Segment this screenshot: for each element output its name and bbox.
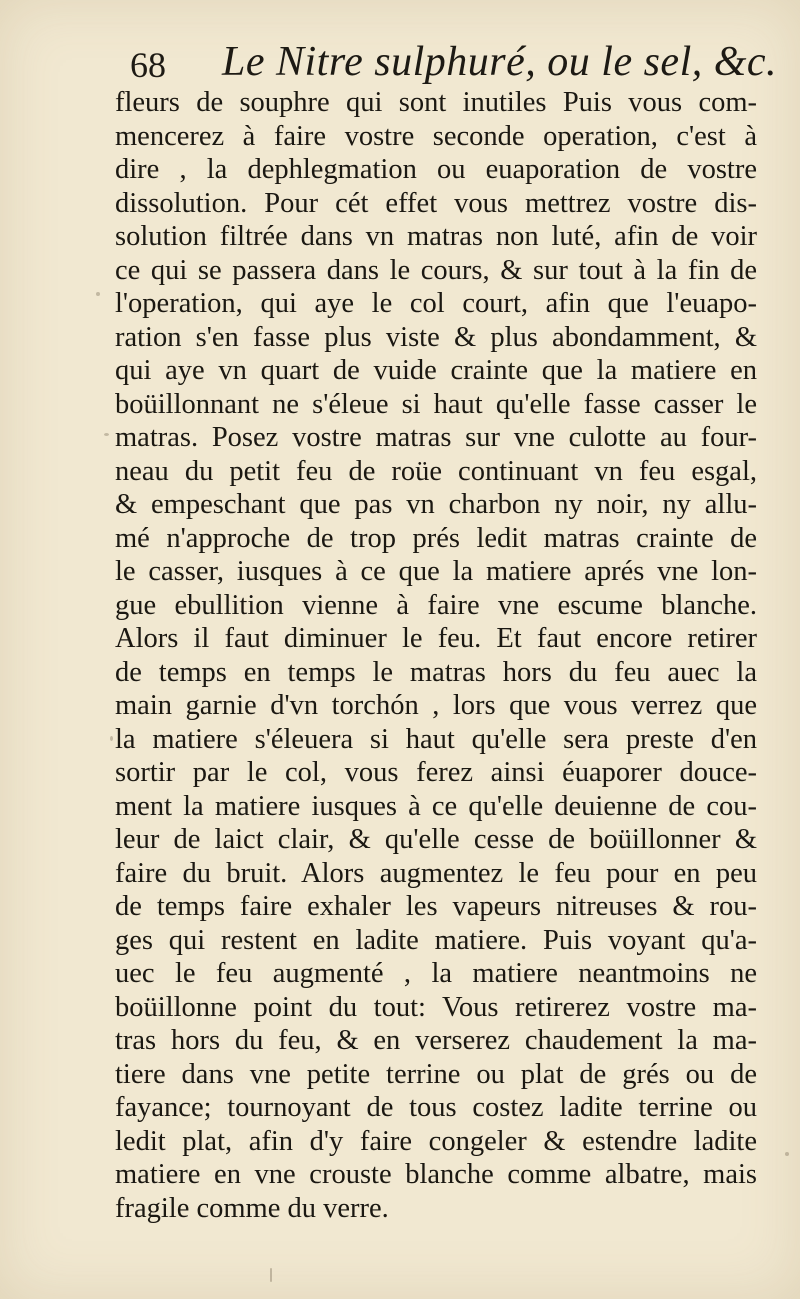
text-line: matras. Posez vostre matras sur vne culotte au four- xyxy=(115,422,757,453)
text-line: sortir par le col, vous ferez ainsi éuaporer douce- xyxy=(115,757,757,788)
text-line: de temps faire exhaler les vapeurs nitreuses & rou- xyxy=(115,891,757,922)
text-line: qui aye vn quart de vuide crainte que la matiere en xyxy=(115,355,757,386)
text-line: boüillonnant ne s'éleue si haut qu'elle fasse casser le xyxy=(115,388,757,420)
text-line: tras hors du feu, & en verserez chaudement la ma- xyxy=(115,1025,757,1056)
text-line: fragile comme du verre. xyxy=(115,1192,389,1224)
body-text xyxy=(115,86,757,1225)
text-line: fayance; tournoyant de tous costez ladite terrine ou xyxy=(115,1092,757,1123)
text-line: & empeschant que pas vn charbon ny noir, ny allu- xyxy=(115,489,757,520)
paper-speck xyxy=(104,433,109,436)
text-line: leur de laict clair, & qu'elle cesse de boüillonner & xyxy=(115,824,757,855)
text-line: fleurs de souphre qui sont inutiles Puis vous com- xyxy=(115,87,757,118)
paper-speck xyxy=(785,1152,789,1156)
text-line: mencerez à faire vostre seconde operation, c'est à xyxy=(115,120,757,152)
text-line: ration s'en fasse plus viste & plus abondamment, & xyxy=(115,321,757,353)
text-line: le casser, iusques à ce que la matiere aprés vne lon- xyxy=(115,556,757,587)
text-line: tiere dans vne petite terrine ou plat de grés ou de xyxy=(115,1058,757,1090)
paper-speck xyxy=(270,1268,272,1282)
text-line: neau du petit feu de roüe continuant vn feu esgal, xyxy=(115,455,757,487)
text-line: dissolution. Pour cét effet vous mettrez vostre dis- xyxy=(115,187,757,219)
text-line: ment la matiere iusques à ce qu'elle deuienne de cou- xyxy=(115,790,757,822)
text-line: mé n'approche de trop prés ledit matras crainte de xyxy=(115,522,757,554)
text-line: ges qui restent en ladite matiere. Puis voyant qu'a- xyxy=(115,924,757,956)
text-line: l'operation, qui aye le col court, afin que l'euapo- xyxy=(115,288,757,319)
text-line: de temps en temps le matras hors du feu auec la xyxy=(115,656,757,688)
text-line: Alors il faut diminuer le feu. Et faut encore retirer xyxy=(115,623,757,654)
text-line: faire du bruit. Alors augmentez le feu pour en peu xyxy=(115,857,757,889)
text-line: main garnie d'vn torchón , lors que vous verrez que xyxy=(115,690,757,721)
page-number: 68 xyxy=(130,45,166,85)
text-line: gue ebullition vienne à faire vne escume blanche. xyxy=(115,589,757,621)
text-line: matiere en vne crouste blanche comme albatre, mais xyxy=(115,1159,757,1190)
text-line: uec le feu augmenté , la matiere neantmoins ne xyxy=(115,958,757,989)
text-line: la matiere s'éleuera si haut qu'elle sera preste d'en xyxy=(115,723,757,755)
paper-speck xyxy=(96,292,100,296)
text-line: ledit plat, afin d'y faire congeler & estendre ladite xyxy=(115,1125,757,1157)
text-line: boüillonne point du tout: Vous retirerez vostre ma- xyxy=(115,991,757,1023)
text-line: ce qui se passera dans le cours, & sur tout à la fin de xyxy=(115,254,757,286)
text-line: solution filtrée dans vn matras non luté, afin de voir xyxy=(115,221,757,252)
paper-speck xyxy=(110,736,113,741)
text-line: dire , la dephlegmation ou euaporation de vostre xyxy=(115,154,757,185)
running-title: Le Nitre sulphuré, ou le sel, &c. xyxy=(222,39,778,85)
